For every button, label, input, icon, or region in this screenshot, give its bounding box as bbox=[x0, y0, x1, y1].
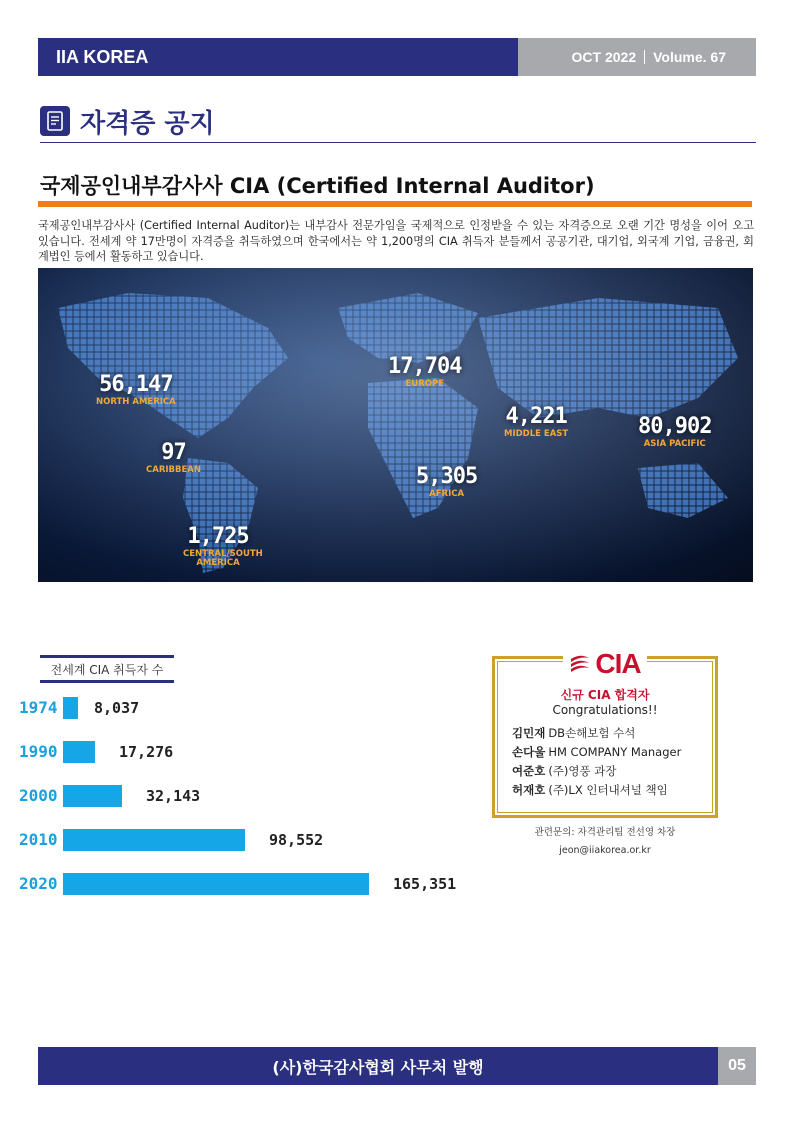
intro-paragraph: 국제공인내부감사사 (Certified Internal Auditor)는 내부감사 전문가임을 국제적으로 인정받을 수 있는 자격증으로 오랜 기간 명성을 이어 오고 있습니다. 전세계 약 17만명이 자격증을 취득하였으며 한국에서는 약 1,200명의 CIA 취득자 분들께서 공공기관, 대기업, 외국계 기업, 금융권, 회계법인 등에서 활동하고 있습니다. bbox=[38, 219, 754, 263]
region-stat-north-america bbox=[96, 374, 176, 407]
chart-title: 전세계 CIA 취득자 수 bbox=[40, 655, 174, 683]
region-stat-africa bbox=[416, 466, 477, 499]
region-name: EUROPE bbox=[405, 379, 444, 389]
region-value: 4,221 bbox=[505, 404, 567, 429]
contact-info bbox=[490, 824, 720, 860]
chart-category-label: 2000 bbox=[19, 786, 58, 805]
region-stat-asia-pacific bbox=[638, 416, 711, 449]
region-name: CENTRAL/SOUTH AMERICA bbox=[183, 549, 263, 568]
chart-category-label: 1990 bbox=[19, 742, 58, 761]
region-stat-europe bbox=[388, 356, 461, 389]
cia-logo bbox=[498, 648, 712, 680]
contact-email: jeon@iiakorea.or.kr bbox=[559, 845, 651, 856]
region-value: 97 bbox=[161, 440, 186, 465]
issue-info bbox=[518, 38, 756, 76]
winner-detail: (주)LX 인터내셔널 책임 bbox=[548, 783, 668, 797]
publisher-label: (사)한국감사협회 사무처 발행 bbox=[38, 1047, 718, 1085]
region-value: 80,902 bbox=[638, 414, 712, 439]
issue-date: OCT 2022 bbox=[571, 49, 637, 65]
issue-volume: Volume. 67 bbox=[653, 49, 726, 65]
winner-name: 여준호 bbox=[512, 764, 546, 778]
new-cia-passers-box bbox=[492, 648, 718, 818]
divider bbox=[644, 50, 645, 64]
chart-category-label: 1974 bbox=[19, 698, 58, 717]
region-name: CARIBBEAN bbox=[146, 465, 201, 475]
region-value: 56,147 bbox=[99, 372, 173, 397]
chart-bar bbox=[63, 873, 369, 895]
contact-person: 관련문의: 자격관리팀 전선영 차장 bbox=[534, 827, 676, 838]
region-stat-central-south-america bbox=[183, 524, 263, 568]
chart-category-label: 2010 bbox=[19, 830, 58, 849]
region-name: MIDDLE EAST bbox=[504, 429, 569, 439]
article-title: 국제공인내부감사사 CIA (Certified Internal Auditor) bbox=[40, 174, 595, 198]
winner-item bbox=[512, 781, 681, 800]
region-value: 17,704 bbox=[388, 354, 462, 379]
region-value: 5,305 bbox=[416, 464, 478, 489]
page-header bbox=[38, 38, 756, 76]
chart-value-label: 32,143 bbox=[146, 787, 201, 805]
winner-detail: HM COMPANY Manager bbox=[548, 745, 682, 759]
winner-detail: (주)영풍 과장 bbox=[548, 764, 617, 778]
winner-item bbox=[512, 743, 681, 762]
chart-value-label: 98,552 bbox=[269, 831, 324, 849]
region-name: NORTH AMERICA bbox=[96, 397, 176, 407]
winner-item bbox=[512, 724, 681, 743]
world-map-image bbox=[38, 268, 753, 582]
page-number: 05 bbox=[718, 1047, 756, 1085]
chart-category-label: 2020 bbox=[19, 874, 58, 893]
region-name: AFRICA bbox=[429, 489, 465, 499]
chart-value-label: 8,037 bbox=[94, 699, 140, 717]
region-stat-caribbean bbox=[146, 442, 201, 475]
new-cia-passers-inner bbox=[497, 648, 713, 813]
section-heading bbox=[40, 100, 756, 143]
winner-item bbox=[512, 762, 681, 781]
chart-value-label: 17,276 bbox=[119, 743, 174, 761]
cia-swoosh-icon bbox=[569, 654, 591, 674]
section-title: 자격증 공지 bbox=[80, 108, 215, 139]
chart-value-label: 165,351 bbox=[393, 875, 457, 893]
cia-logo-mark bbox=[563, 648, 646, 680]
chart-bar bbox=[63, 741, 95, 763]
region-name: ASIA PACIFIC bbox=[643, 439, 706, 449]
winner-detail: DB손해보험 수석 bbox=[548, 726, 636, 740]
cia-logo-text: CIA bbox=[595, 648, 641, 679]
new-passers-heading: 신규 CIA 합격자 bbox=[560, 688, 650, 702]
congratulations-text: Congratulations!! bbox=[552, 703, 658, 717]
chart-bar bbox=[63, 697, 78, 719]
page-footer bbox=[38, 1047, 756, 1085]
title-underline bbox=[38, 201, 752, 207]
chart-bar bbox=[63, 785, 122, 807]
winner-name: 허재호 bbox=[512, 783, 546, 797]
winner-name: 손다울 bbox=[512, 745, 546, 759]
winner-list bbox=[512, 724, 681, 800]
brand-label: IIA KOREA bbox=[38, 38, 518, 76]
region-stat-middle-east bbox=[504, 406, 568, 439]
chart-bar bbox=[63, 829, 245, 851]
document-icon bbox=[40, 106, 70, 136]
winner-name: 김민재 bbox=[512, 726, 546, 740]
region-value: 1,725 bbox=[187, 524, 249, 549]
